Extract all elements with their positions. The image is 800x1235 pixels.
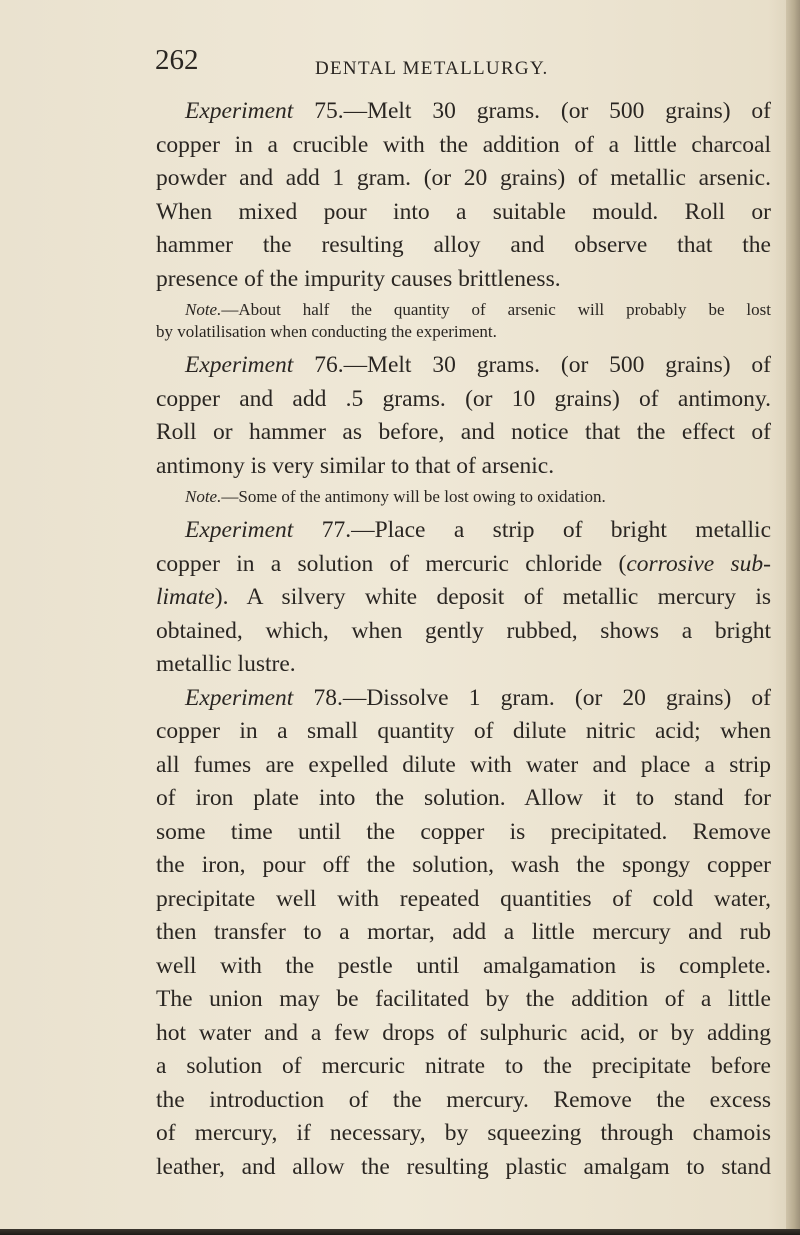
text-line: the iron, pour off the solution, wash the spongy copper (156, 852, 771, 878)
text-line: copper in a solution of mercuric chloride (corrosive sub- (156, 550, 771, 577)
text-line: antimony is very similar to that of arsenic. (156, 452, 555, 479)
text-line: of iron plate into the solution. Allow it to stand for (156, 785, 771, 811)
page-edge-bottom (0, 1229, 800, 1235)
experiment-78-paragraph (156, 682, 796, 1185)
text-line: hammer the resulting alloy and observe that the (156, 232, 771, 258)
experiment-label: Experiment (185, 352, 294, 378)
text-line: presence of the impurity causes brittleness. (156, 265, 561, 292)
body-text (156, 95, 796, 1184)
text-line: copper in a small quantity of dilute nitric acid; when (156, 718, 771, 744)
note-1 (156, 299, 796, 343)
text-line: the introduction of the mercury. Remove the excess (156, 1086, 771, 1113)
text-line: Experiment 77.—Place a strip of bright metallic (185, 517, 771, 543)
note-line: Note.—Some of the antimony will be lost owing to oxidation. (185, 487, 606, 506)
experiment-label: Experiment (185, 684, 294, 711)
experiment-75-paragraph (156, 95, 796, 296)
text-line: precipitate well with repeated quantities of cold water, (156, 885, 771, 912)
text-line: copper and add .5 grams. (or 10 grains) of antimony. (156, 385, 771, 412)
text-line: some time until the copper is precipitated. Remove (156, 818, 771, 845)
experiment-77-paragraph (156, 514, 796, 682)
text-line: all fumes are expelled dilute with water and place a strip (156, 751, 771, 778)
text-line: obtained, which, when gently rubbed, shows a bright (156, 617, 771, 644)
text-line: Experiment 78.—Dissolve 1 gram. (or 20 grains) of (185, 684, 771, 711)
note-2 (156, 486, 796, 508)
text-line: powder and add 1 gram. (or 20 grains) of metallic arsenic. (156, 165, 771, 191)
text-line: hot water and a few drops of sulphuric acid, or by adding (156, 1019, 771, 1046)
note-label: Note. (185, 300, 222, 319)
experiment-label: Experiment (185, 517, 294, 543)
text-line: Roll or hammer as before, and notice that the effect of (156, 419, 771, 445)
text-line: Experiment 75.—Melt 30 grams. (or 500 grains) of (185, 98, 771, 124)
text-line: metallic lustre. (156, 651, 296, 677)
page-number: 262 (155, 44, 199, 76)
text-line: then transfer to a mortar, add a little mercury and rub (156, 919, 771, 945)
running-head: DENTAL METALLURGY. (315, 58, 549, 79)
text-line: When mixed pour into a suitable mould. Roll or (156, 198, 771, 225)
text-line: Experiment 76.—Melt 30 grams. (or 500 grains) of (185, 352, 771, 378)
note-line: Note.—About half the quantity of arsenic will probably be lost (185, 300, 771, 319)
text-line: copper in a crucible with the addition of a little charcoal (156, 131, 771, 158)
note-line: by volatilisation when conducting the experiment. (156, 322, 497, 341)
text-line: limate). A silvery white deposit of metallic mercury is (156, 584, 771, 610)
page-header (0, 44, 800, 84)
experiment-76-paragraph (156, 349, 796, 483)
text-line: leather, and allow the resulting plastic amalgam to stand (156, 1153, 771, 1180)
text-line: well with the pestle until amalgamation is complete. (156, 952, 771, 979)
text-line: of mercury, if necessary, by squeezing through chamois (156, 1120, 771, 1146)
note-label: Note. (185, 487, 222, 506)
text-line: a solution of mercuric nitrate to the precipitate before (156, 1053, 771, 1079)
experiment-label: Experiment (185, 98, 294, 124)
text-line: The union may be facilitated by the addition of a little (156, 986, 771, 1012)
